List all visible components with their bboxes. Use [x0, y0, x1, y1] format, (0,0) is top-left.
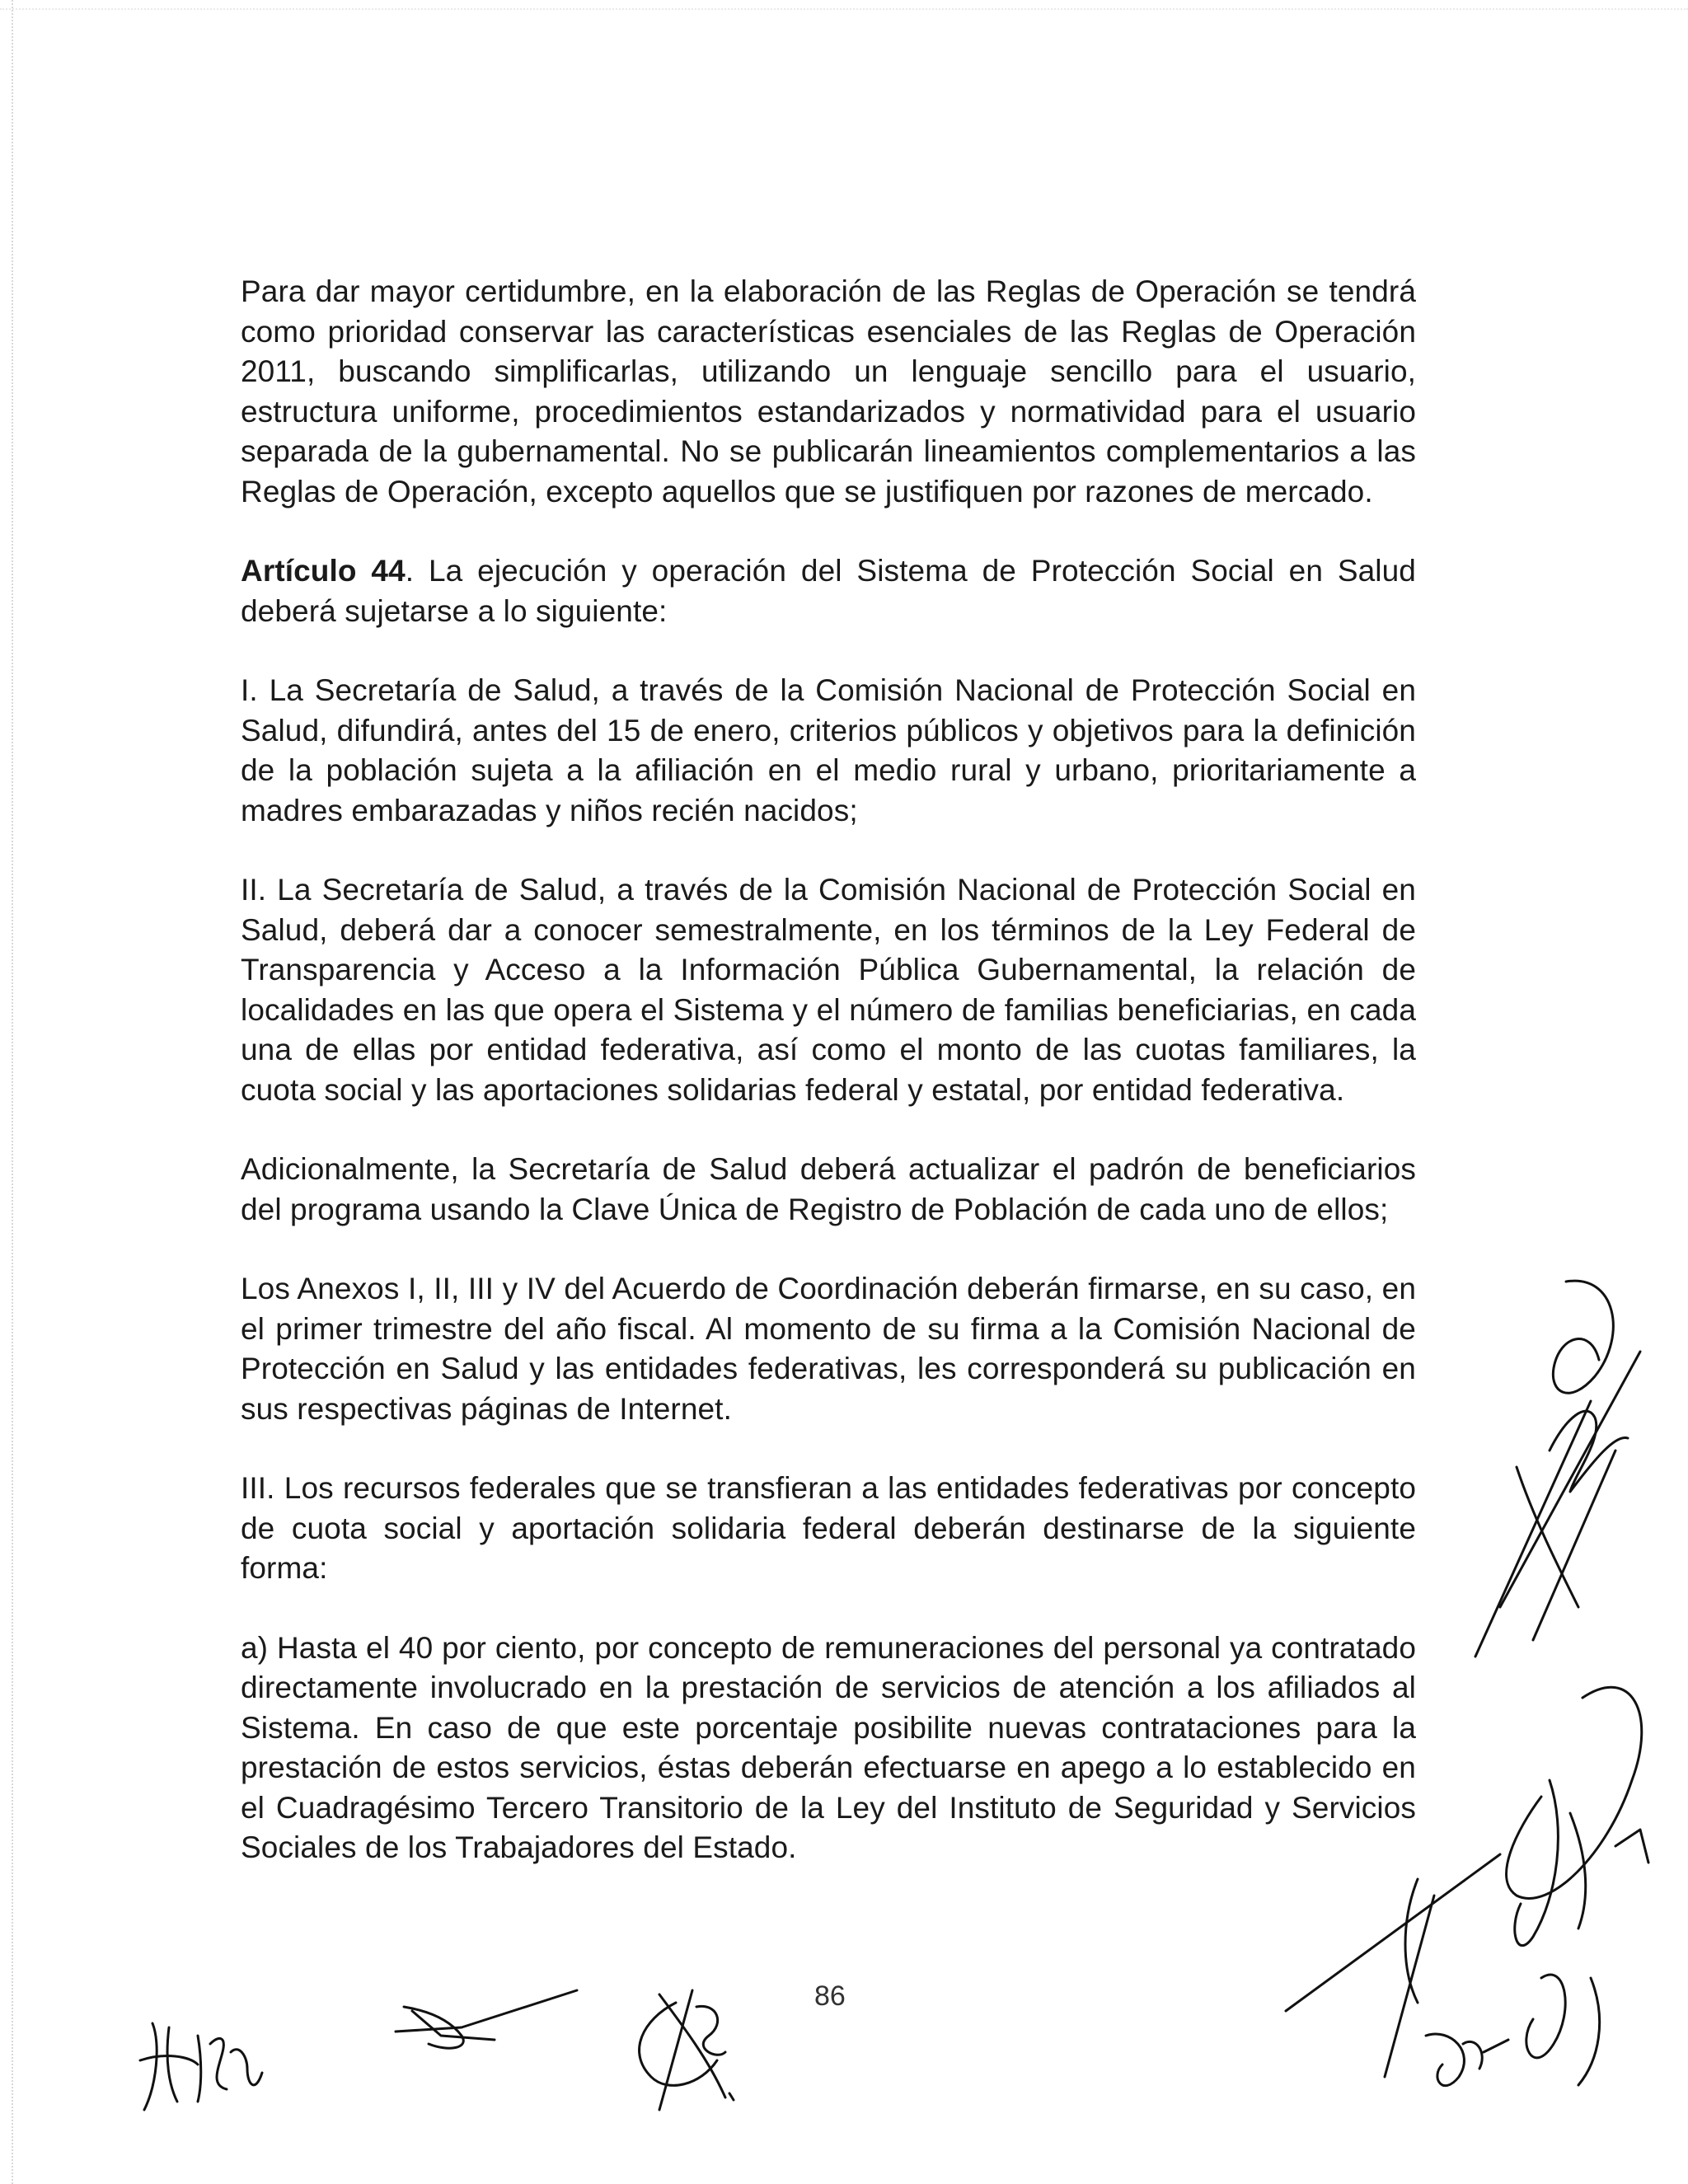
signature-right-upper — [1475, 1281, 1640, 1657]
scan-left-edge — [0, 0, 13, 2184]
signature-bottom-3 — [640, 1990, 734, 2110]
signature-bottom-2 — [396, 1990, 577, 2048]
paragraph-inciso-a: a) Hasta el 40 por ciento, por concepto de remuneraciones del personal ya contratado directamente involucrado en la prestación de servicios de atención a los afiliados al Sistema. En caso de que este porcentaje posibilite nuevas contrataciones para la prestación de estos servicios, éstas deberán efectuarse en apego a lo establecido en el Cuadragésimo Tercero Transitorio de la Ley del Instituto de Seguridad y Servicios Sociales de los Trabajadores del Estado. — [241, 1630, 1416, 1864]
article-heading: Artículo 44 — [241, 554, 406, 588]
paragraph-fraccion-ii: II. La Secretaría de Salud, a través de la Comisión Nacional de Protección Social en Salud, deberá dar a conocer semestralmente, en los términos de la Ley Federal de Transparencia y Acceso a la Información Pública Gubernamental, la relación de localidades en las que opera el Sistema y el número de familias beneficiarias, en cada una de ellas por entidad federativa, así como el monto de las cuotas familiares, la cuota social y las aportaciones solidarias federal y estatal, por entidad federativa. — [241, 873, 1416, 1107]
paragraph-anexos: Los Anexos I, II, III y IV del Acuerdo de Coordinación deberán firmarse, en su caso, en el primer trimestre del año fiscal. Al momento de su firma a la Comisión Nacional de Protección en Salud y las entidades federativas, les corresponderá su publicación en sus respectivas páginas de Internet. — [241, 1272, 1416, 1426]
paragraph-certidumbre: Para dar mayor certidumbre, en la elaboración de las Reglas de Operación se tendrá como prioridad conservar las características esenciales de las Reglas de Operación 2011, buscando simplificarlas, utilizando un lenguaje sencillo para el usuario, estructura uniforme, procedimientos estandarizados y normatividad para el usuario separada de la gubernamental. No se publicarán lineamientos complementarios a las Reglas de Operación, excepto aquellos que se justifiquen por razones de mercado. — [241, 274, 1416, 509]
paragraph-fraccion-iii: III. Los recursos federales que se transfieran a las entidades federativas por concepto de cuota social y aportación solidaria federal deberán destinarse de la siguiente forma: — [241, 1471, 1416, 1585]
page-number: 86 — [814, 1980, 846, 2012]
signature-bottom-1 — [140, 2023, 262, 2110]
document-body — [241, 272, 1416, 1908]
article-44-intro — [241, 551, 1416, 631]
paragraph-fraccion-i: I. La Secretaría de Salud, a través de la Comisión Nacional de Protección Social en Salud, difundirá, antes del 15 de enero, criterios públicos y objetivos para la definición de la población sujeta a la afiliación en el medio rural y urbano, prioritariamente a madres embarazadas y niños recién nacidos; — [241, 673, 1416, 827]
paragraph-adicionalmente: Adicionalmente, la Secretaría de Salud deberá actualizar el padrón de beneficiarios del programa usando la Clave Única de Registro de Población de cada uno de ellos; — [241, 1152, 1416, 1226]
scan-top-edge — [0, 0, 1688, 10]
article-intro-text: . La ejecución y operación del Sistema de Protección Social en Salud deberá sujetarse a lo siguiente: — [241, 554, 1416, 628]
